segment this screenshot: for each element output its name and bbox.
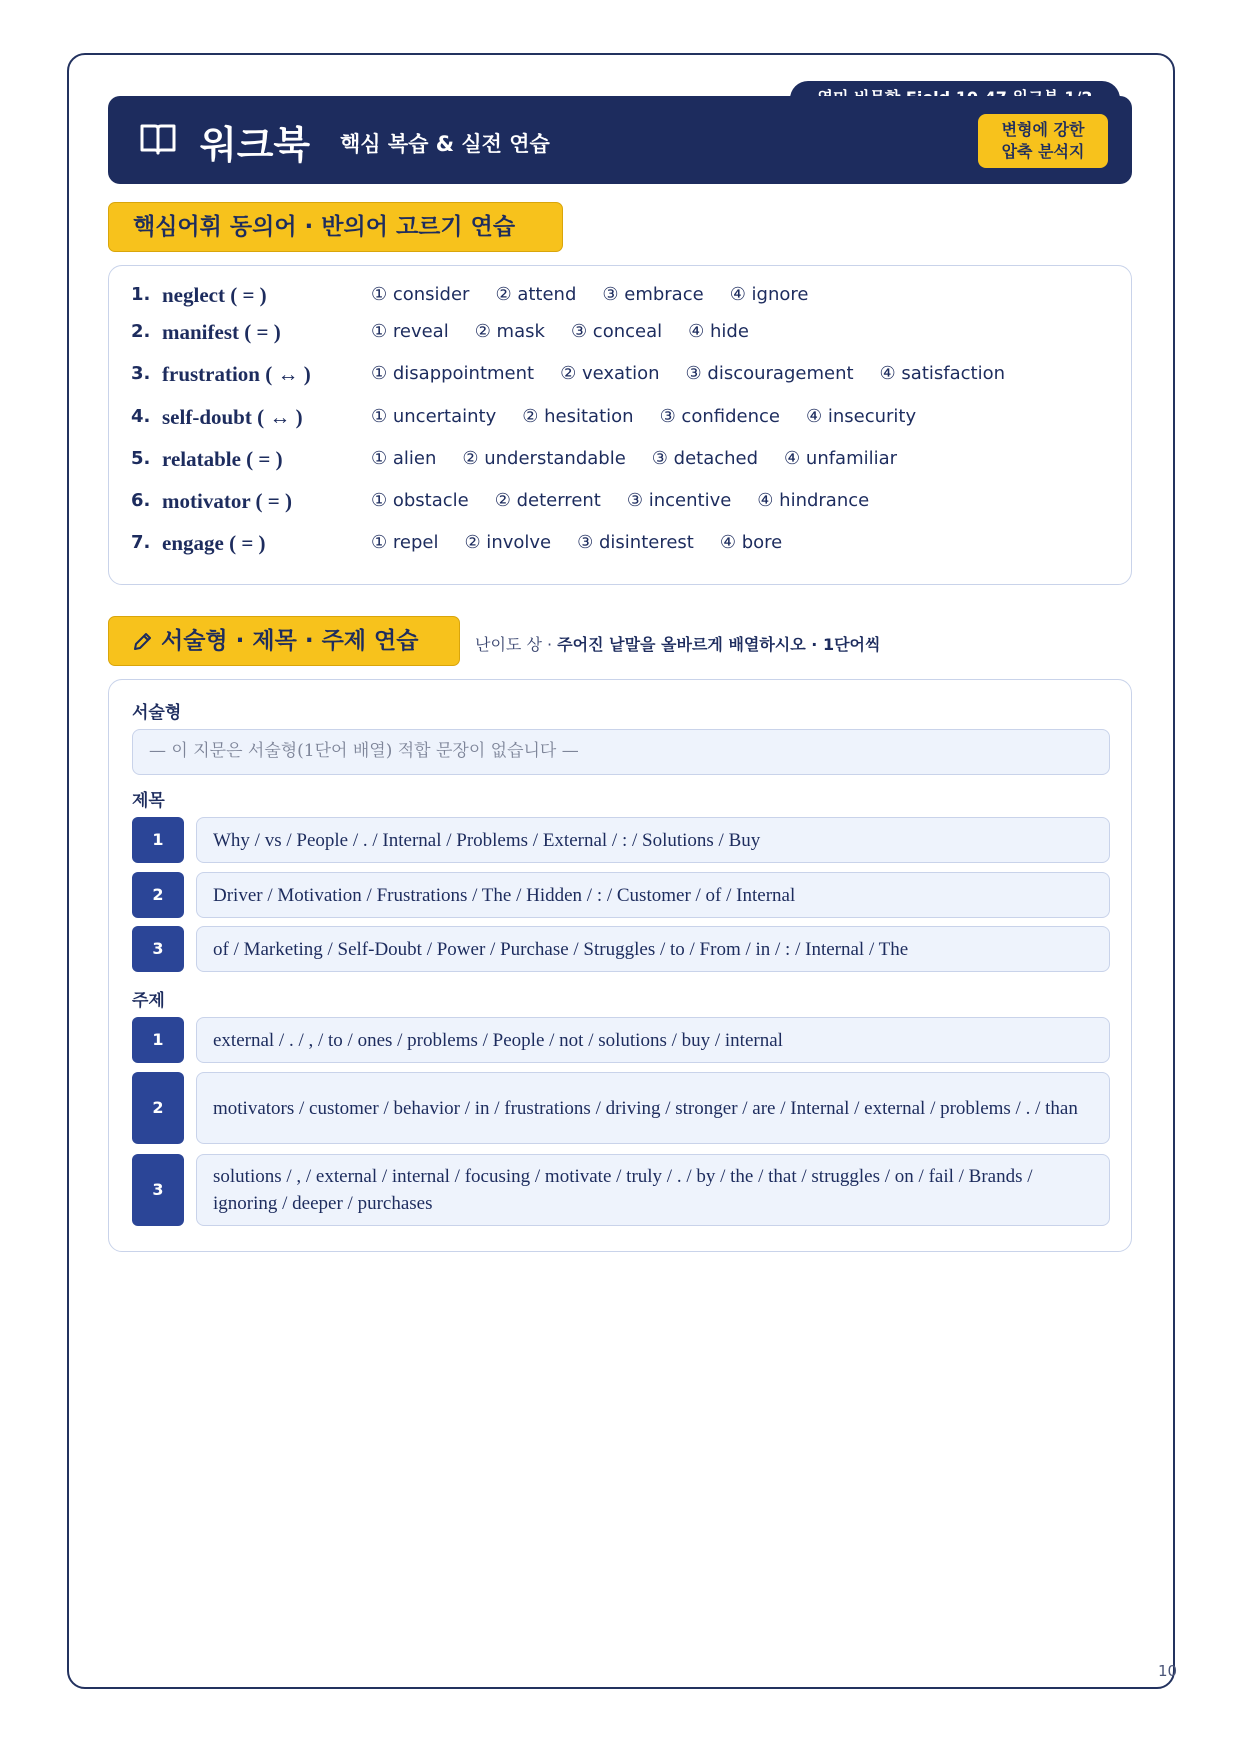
vocab-option[interactable]: ② understandable xyxy=(462,448,626,469)
vocab-option[interactable]: ① uncertainty xyxy=(371,406,497,427)
vocab-section-heading: 핵심어휘 동의어 · 반의어 고르기 연습 xyxy=(108,202,563,252)
vocab-num: 4. xyxy=(131,406,151,427)
title-label: 제목 xyxy=(132,791,165,811)
vocab-word: self-doubt ( ↔ ) xyxy=(162,405,303,429)
page-subtitle: 핵심 복습 & 실전 연습 xyxy=(340,132,550,156)
vocab-options xyxy=(371,280,834,310)
vocab-option[interactable]: ① reveal xyxy=(371,321,449,342)
item-number: 1 xyxy=(132,1017,184,1063)
vocab-options xyxy=(371,486,895,516)
vocab-option[interactable]: ① alien xyxy=(371,448,437,469)
writing-heading-text: 서술형 · 제목 · 주제 연습 xyxy=(161,628,419,654)
vocab-option[interactable]: ① obstacle xyxy=(371,490,469,511)
vocab-option[interactable]: ② involve xyxy=(464,532,552,553)
header-badge xyxy=(978,114,1108,168)
item-words[interactable]: Why / vs / People / . / Internal / Problems / External / : / Solutions / Buy xyxy=(196,817,1110,863)
vocab-options xyxy=(371,444,923,474)
essay-label: 서술형 xyxy=(132,703,182,723)
item-words[interactable]: of / Marketing / Self-Doubt / Power / Purchase / Struggles / to / From / in / : / Internal / The xyxy=(196,926,1110,972)
item-number: 1 xyxy=(132,817,184,863)
vocab-option[interactable]: ④ satisfaction xyxy=(879,363,1005,384)
item-words[interactable]: motivators / customer / behavior / in / frustrations / driving / stronger / are / Internal / external / problems / . / than xyxy=(196,1072,1110,1144)
vocab-option[interactable]: ② hesitation xyxy=(522,406,634,427)
vocab-num: 5. xyxy=(131,448,151,469)
page-number: 10 xyxy=(1158,1662,1178,1680)
writing-box xyxy=(108,679,1132,1252)
vocab-option[interactable]: ③ conceal xyxy=(570,321,663,342)
vocab-option[interactable]: ② vexation xyxy=(560,363,660,384)
item-number: 3 xyxy=(132,1154,184,1226)
vocab-option[interactable]: ③ discouragement xyxy=(685,363,854,384)
vocab-word: neglect ( = ) xyxy=(162,283,267,307)
vocab-option[interactable]: ② attend xyxy=(495,284,577,305)
vocab-option[interactable]: ① repel xyxy=(371,532,439,553)
vocab-option[interactable]: ④ hindrance xyxy=(757,490,870,511)
book-icon xyxy=(138,118,178,158)
vocab-options xyxy=(371,528,808,558)
vocab-option[interactable]: ② mask xyxy=(474,321,545,342)
vocab-option[interactable]: ③ embrace xyxy=(602,284,704,305)
header-banner xyxy=(108,96,1132,184)
item-words[interactable]: external / . / , / to / ones / problems / People / not / solutions / buy / internal xyxy=(196,1017,1110,1063)
vocab-option[interactable]: ④ bore xyxy=(719,532,783,553)
vocab-option[interactable]: ④ ignore xyxy=(729,284,809,305)
vocab-word: engage ( = ) xyxy=(162,531,266,555)
vocab-option[interactable]: ④ hide xyxy=(688,321,749,342)
vocab-option[interactable]: ③ disinterest xyxy=(577,532,694,553)
essay-placeholder: — 이 지문은 서술형(1단어 배열) 적합 문장이 없습니다 — xyxy=(132,729,1110,775)
vocab-word: frustration ( ↔ ) xyxy=(162,362,311,386)
badge-line-1: 변형에 강한 xyxy=(1001,120,1085,139)
vocab-box xyxy=(108,265,1132,585)
vocab-options xyxy=(371,359,1031,389)
vocab-option[interactable]: ① disappointment xyxy=(371,363,535,384)
item-number: 2 xyxy=(132,872,184,918)
item-number: 2 xyxy=(132,1072,184,1144)
badge-line-2: 압축 분석지 xyxy=(1001,142,1085,161)
writing-section-heading xyxy=(108,616,460,666)
item-words[interactable]: Driver / Motivation / Frustrations / The / Hidden / : / Customer / of / Internal xyxy=(196,872,1110,918)
item-number: 3 xyxy=(132,926,184,972)
vocab-option[interactable]: ④ insecurity xyxy=(805,406,917,427)
vocab-word: relatable ( = ) xyxy=(162,447,283,471)
writing-instruction xyxy=(475,632,880,655)
difficulty-label: 난이도 상 · xyxy=(475,635,558,654)
page-title: 워크북 xyxy=(200,123,311,167)
vocab-word: manifest ( = ) xyxy=(162,320,281,344)
vocab-num: 2. xyxy=(131,321,151,342)
vocab-option[interactable]: ③ detached xyxy=(651,448,759,469)
pencil-icon xyxy=(131,631,153,653)
vocab-option[interactable]: ③ incentive xyxy=(626,490,732,511)
theme-label: 주제 xyxy=(132,991,165,1011)
vocab-word: motivator ( = ) xyxy=(162,489,292,513)
vocab-num: 7. xyxy=(131,532,151,553)
instruction-text: 주어진 낱말을 올바르게 배열하시오 · 1단어씩 xyxy=(557,635,881,654)
vocab-option[interactable]: ② deterrent xyxy=(494,490,601,511)
item-words[interactable]: solutions / , / external / internal / focusing / motivate / truly / . / by / the / that / struggles / on / fail / Brands / ignoring / deeper / purchases xyxy=(196,1154,1110,1226)
vocab-num: 3. xyxy=(131,363,151,384)
vocab-num: 1. xyxy=(131,284,151,305)
vocab-options xyxy=(371,317,775,347)
vocab-option[interactable]: ① consider xyxy=(371,284,470,305)
vocab-options xyxy=(371,402,942,432)
vocab-option[interactable]: ③ confidence xyxy=(659,406,780,427)
vocab-num: 6. xyxy=(131,490,151,511)
vocab-option[interactable]: ④ unfamiliar xyxy=(784,448,898,469)
